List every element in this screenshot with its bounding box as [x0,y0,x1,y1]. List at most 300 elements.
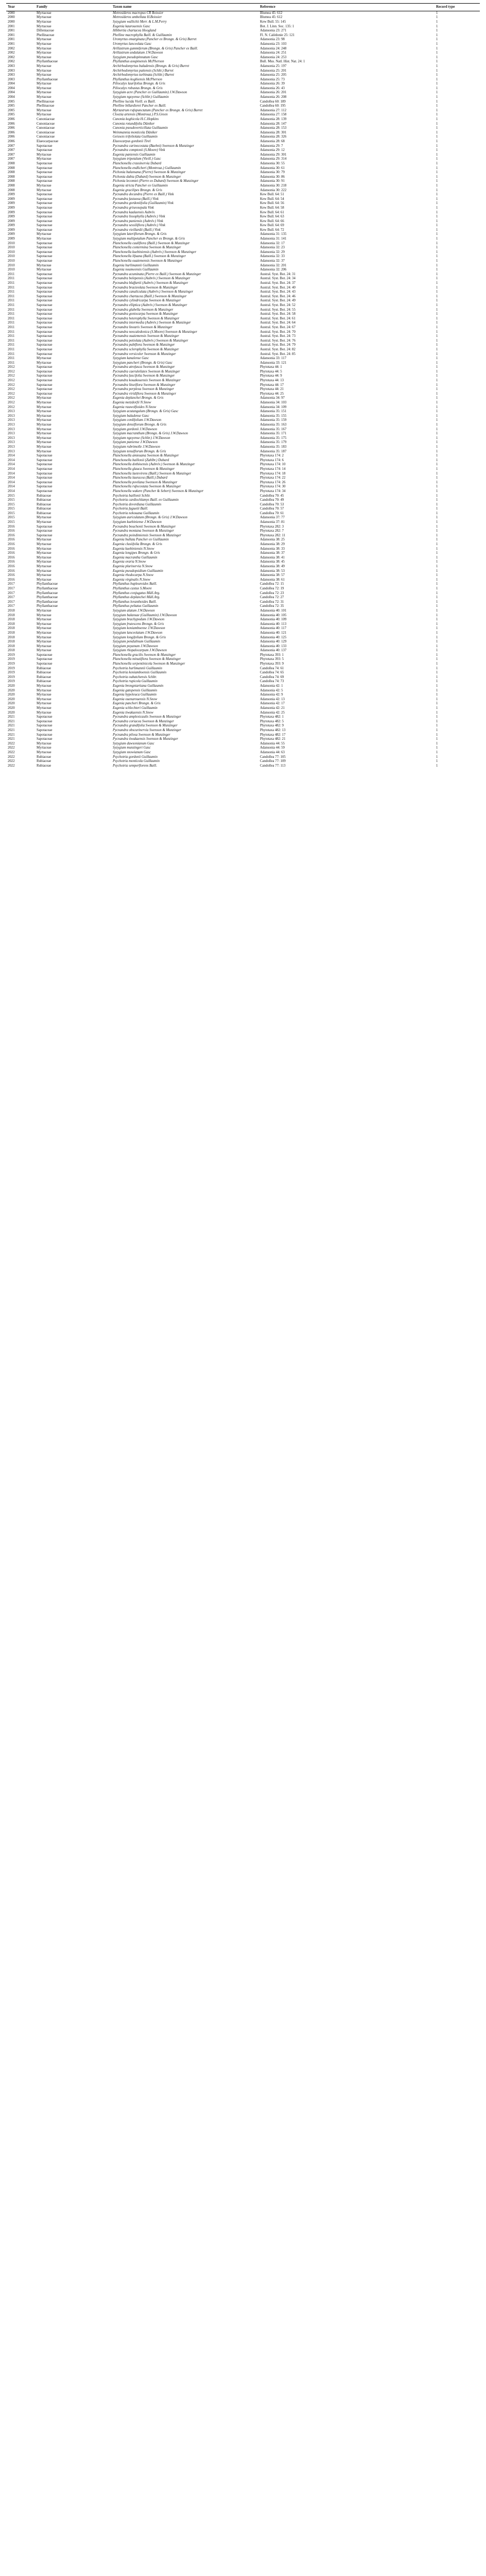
cell-family: Myrtaceae [37,547,51,551]
cell-taxon-name: Pycnandra heterophylla Swenson & Munzinger [113,316,180,320]
cell-family: Sapotaceae [37,343,53,347]
cell-family: Sapotaceae [37,316,53,320]
cell-record-type: 1 [436,728,438,732]
table-row [6,157,480,162]
cell-taxon-name: Arillastrum undulatum J.W.Dawson [113,51,163,55]
cell-family: Cunoniaceae [37,117,55,122]
table-row [6,534,480,538]
cell-taxon-name: Psychotria koniamboensis Guillaumin [113,671,167,675]
table-row [6,201,480,206]
cell-year: 2011 [8,316,15,320]
cell-record-type: 1 [436,511,438,515]
cell-taxon-name: Syzygium frutescens Brongn. & Gris [113,622,164,626]
cell-record-type: 1 [436,308,438,312]
cell-family: Rubiaceae [37,671,51,675]
cell-year: 2012 [8,374,15,378]
cell-year: 2018 [8,640,15,644]
cell-taxon-name: Phelline billardierei Pancher ex Baill. [113,104,166,108]
table-row [6,459,480,463]
cell-taxon-name: Pycnandra grandifolia Swenson & Munzinger [113,724,178,728]
cell-taxon-name: Eugenia rhodocarpa N.Snow [113,573,153,578]
cell-taxon-name: Eugenia brongniartiana Guillaumin [113,684,164,688]
cell-family: Myrtaceae [37,418,51,422]
table-row [6,206,480,211]
cell-family: Myrtaceae [37,42,51,46]
cell-reference: Adansonia 29: 314 [260,157,287,161]
cell-record-type: 1 [436,396,438,400]
table-row [6,529,480,534]
cell-family: Myrtaceae [37,108,51,112]
cell-taxon-name: Pycnandra decandra (Pierre ex Baill.) Vink [113,193,174,197]
cell-year: 2016 [8,538,15,542]
table-row [6,569,480,574]
cell-reference: Blumea 45: 612 [260,15,283,20]
cell-year: 2014 [8,467,15,471]
table-row [6,268,480,273]
cell-family: Sapotaceae [37,308,53,312]
cell-taxon-name: Planchonella gracilis Swenson & Munzinger [113,653,176,657]
cell-family: Myrtaceae [37,268,51,272]
cell-family: Myrtaceae [37,644,51,648]
cell-reference: Adansonia 40: 121 [260,631,287,635]
table-row [6,436,480,441]
cell-family: Myrtaceae [37,69,51,73]
table-row [6,25,480,29]
cell-year: 2021 [8,715,15,719]
table-row [6,578,480,583]
table-row [6,348,480,352]
cell-family: Phyllanthaceae [37,60,58,64]
cell-taxon-name: Syzygium rhopalocarpum J.W.Dawson [113,649,167,653]
cell-year: 2006 [8,140,15,144]
cell-taxon-name: Archirhodomyrtus turbinata (Schltr.) Burret [113,73,175,77]
cell-taxon-name: Psychotria deverdiana Guillaumin [113,502,162,506]
cell-record-type: 1 [436,578,438,582]
cell-year: 2007 [8,152,15,157]
table-row [6,543,480,547]
cell-reference: Austral. Syst. Bot. 24: 85 [260,352,296,356]
cell-reference: Austral. Syst. Bot. 24: 34 [260,277,296,281]
cell-family: Rubiaceae [37,764,51,768]
cell-year: 2014 [8,463,15,467]
cell-family: Sapotaceae [37,285,53,290]
cell-record-type: 1 [436,662,438,666]
cell-year: 2011 [8,312,15,316]
cell-taxon-name: Cunonia rotundifolia Däniker [113,122,155,126]
cell-family: Sapotaceae [37,480,53,484]
cell-taxon-name: Archirhodomyrtus paitensis (Schltr.) Burret [113,69,173,73]
cell-reference: Austral. Syst. Bot. 24: 43 [260,290,296,294]
cell-family: Myrtaceae [37,613,51,617]
cell-reference: Adansonia 42: 5 [260,688,283,692]
cell-reference: Adansonia 40: 113 [260,622,287,626]
cell-family: Myrtaceae [37,51,51,55]
cell-record-type: 1 [436,77,438,81]
cell-record-type: 1 [436,357,438,361]
cell-reference: Adansonia 23: 271 [260,29,287,33]
cell-record-type: 1 [436,759,438,764]
cell-taxon-name: Syzygium paniense J.W.Dawson [113,440,158,445]
cell-taxon-name: Pichonia balansana (Pierre) Swenson & Munzinger [113,171,186,175]
cell-taxon-name: Eugenia gatopensis Guillaumin [113,688,158,692]
cell-record-type: 1 [436,51,438,55]
cell-taxon-name: Syzygium pendulinum Guillaumin [113,640,161,644]
cell-record-type: 1 [436,680,438,684]
table-row [6,277,480,281]
cell-family: Sapotaceae [37,379,53,383]
cell-year: 2011 [8,325,15,329]
cell-record-type: 1 [436,626,438,631]
cell-record-type: 1 [436,144,438,148]
cell-record-type: 1 [436,374,438,378]
cell-family: Sapotaceae [37,175,53,179]
cell-year: 2015 [8,511,15,515]
cell-taxon-name: Eugenia virginalis N.Snow [113,578,150,582]
cell-taxon-name: Pycnandra bouchonii Swenson & Munzinger [113,524,176,529]
table-row [6,91,480,95]
cell-reference: Adansonia 23: 98 [260,38,285,42]
cell-taxon-name: Planchonella cauliflora (Baill.) Swenson & Munzinger [113,241,190,245]
cell-year: 2006 [8,126,15,130]
cell-record-type: 1 [436,33,438,37]
table-row [6,604,480,609]
cell-reference: Adansonia 27: 112 [260,108,287,112]
cell-year: 2009 [8,206,15,210]
cell-record-type: 1 [436,582,438,586]
cell-taxon-name: Pycnandra sclerophylla Swenson & Munzinger [113,347,179,351]
cell-taxon-name: Pycnandra bracteolata Swenson & Munzinger [113,285,178,290]
cell-year: 2005 [8,104,15,108]
cell-taxon-name: Pycnandra pubiflora Swenson & Munzinger [113,343,175,347]
cell-record-type: 1 [436,130,438,134]
cell-record-type: 1 [436,675,438,679]
cell-year: 2003 [8,73,15,77]
cell-family: Phyllanthaceae [37,77,58,81]
cell-family: Sapotaceae [37,454,53,458]
cell-taxon-name: Syzygium kuebiniense J.W.Dawson [113,520,162,524]
table-row [6,15,480,20]
cell-reference: Candollea 77: 109 [260,759,286,764]
cell-family: Sapotaceae [37,724,53,728]
table-row [6,645,480,649]
cell-taxon-name: Syzygium ngoyense (Schltr.) J.W.Dawson [113,436,170,440]
cell-record-type: 1 [436,423,438,427]
cell-record-type: 1 [436,241,438,245]
cell-record-type: 1 [436,529,438,533]
cell-record-type: 1 [436,69,438,73]
cell-family: Sapotaceae [37,719,53,723]
cell-record-type: 1 [436,294,438,298]
cell-reference: Adansonia 33: 117 [260,357,287,361]
cell-record-type: 1 [436,516,438,520]
cell-record-type: 1 [436,387,438,392]
cell-reference: Phytotaxa 482: 1 [260,715,284,719]
cell-reference: Adansonia 27: 158 [260,113,287,117]
cell-year: 2002 [8,55,15,59]
table-row [6,728,480,733]
cell-reference: Adansonia 40: 137 [260,649,287,653]
cell-taxon-name: Eugenia kaurouensis Gasc [113,24,150,28]
table-row [6,582,480,587]
table-row [6,440,480,445]
cell-taxon-name: Pycnandra carinocostata (Baehni) Swenson & Munzinger [113,144,195,148]
cell-record-type: 1 [436,657,438,662]
cell-taxon-name: Eugenia kuebiniensis N.Snow [113,547,154,551]
cell-record-type: 1 [436,467,438,471]
cell-taxon-name: Pycnandra kouakouensis Swenson & Munzinger [113,379,181,383]
cell-reference: Adansonia 42: 9 [260,693,283,697]
cell-taxon-name: Pycnandra kaalaensis Aubrév. [113,210,155,214]
cell-reference: Kew Bull. 64: 58 [260,206,284,210]
cell-taxon-name: Syzygium macranthum (Brongn. & Gris) J.W.Dawson [113,432,188,436]
cell-reference: Adansonia 25: 205 [260,73,287,77]
cell-record-type: 1 [436,224,438,228]
cell-family: Rubiaceae [37,759,51,764]
cell-year: 2012 [8,387,15,392]
table-row [6,175,480,180]
cell-year: 2013 [8,436,15,440]
cell-family: Myrtaceae [37,520,51,524]
cell-reference: Adansonia 35: 155 [260,414,287,418]
cell-year: 2012 [8,365,15,369]
cell-family: Sapotaceae [37,250,53,254]
cell-taxon-name: Planchonella baillonii (Zahlbr.) Dubard [113,458,169,462]
cell-year: 2011 [8,343,15,347]
cell-year: 2009 [8,232,15,236]
cell-reference: Adansonia 29: 301 [260,152,287,157]
cell-family: Cunoniaceae [37,130,55,134]
cell-year: 2015 [8,502,15,506]
cell-year: 2021 [8,728,15,732]
cell-record-type: 1 [436,255,438,259]
cell-year: 2009 [8,201,15,206]
cell-taxon-name: Psychotria faguetii Baill. [113,507,148,511]
cell-reference: Adansonia 24: 248 [260,46,287,50]
cell-year: 2017 [8,600,15,604]
cell-year: 2019 [8,653,15,657]
cell-family: Sapotaceae [37,303,53,307]
cell-taxon-name: Psychotria rupicola Guillaumin [113,680,158,684]
cell-year: 2010 [8,268,15,272]
cell-year: 2011 [8,330,15,334]
cell-family: Sapotaceae [37,347,53,351]
cell-reference: Adansonia 40: 117 [260,626,287,631]
cell-record-type: 1 [436,277,438,281]
cell-year: 2019 [8,666,15,670]
table-row [6,109,480,113]
cell-record-type: 1 [436,312,438,316]
cell-reference: Austral. Syst. Bot. 24: 76 [260,338,296,343]
table-row [6,667,480,671]
cell-family: Sapotaceae [37,387,53,392]
table-row [6,51,480,56]
cell-year: 2015 [8,494,15,498]
cell-taxon-name: Pycnandra atrofusca Swenson & Munzinger [113,365,175,369]
cell-year: 2016 [8,524,15,529]
cell-taxon-name: Phyllanthus bupleuroides Baill. [113,582,158,586]
cell-reference: Adansonia 34: 97 [260,396,285,400]
cell-taxon-name: Myrtastrum rufopunctatum (Pancher ex Brongn. & Gris) Burret [113,108,203,112]
cell-reference: Austral. Syst. Bot. 24: 82 [260,347,296,351]
cell-record-type: 1 [436,99,438,104]
cell-taxon-name: Piliocalyx robustus Brongn. & Gris [113,86,163,90]
table-row [6,653,480,658]
cell-record-type: 1 [436,485,438,489]
cell-year: 2016 [8,565,15,569]
cell-taxon-name: Syzygium cordifolium J.W.Dawson [113,418,162,422]
cell-taxon-name: Eugenia rauwolfioides N.Snow [113,405,157,409]
cell-taxon-name: Eugenia tiwakaensis N.Snow [113,710,153,715]
table-row [6,117,480,122]
cell-year: 2017 [8,586,15,590]
cell-family: Sapotaceae [37,294,53,298]
cell-family: Myrtaceae [37,15,51,20]
cell-family: Sapotaceae [37,228,53,232]
table-row [6,321,480,326]
cell-year: 2018 [8,608,15,613]
table-row [6,131,480,135]
cell-year: 2001 [8,33,15,37]
cell-year: 2020 [8,706,15,710]
cell-record-type: 1 [436,702,438,706]
cell-reference: Adansonia 32: 206 [260,268,287,272]
cell-record-type: 1 [436,82,438,86]
cell-taxon-name: Planchonella glauca Swenson & Munzinger [113,467,175,471]
cell-family: Myrtaceae [37,626,51,631]
cell-family: Sapotaceae [37,272,53,276]
cell-year: 2016 [8,533,15,537]
cell-taxon-name: Eugenia bullata Pancher ex Guillaumin [113,538,169,542]
cell-record-type: 1 [436,622,438,626]
table-row [6,489,480,494]
cell-family: Rubiaceae [37,507,51,511]
cell-record-type: 1 [436,86,438,90]
cell-reference: Adansonia 32: 33 [260,255,285,259]
column-header-record: Record type [435,4,480,11]
cell-year: 2015 [8,520,15,524]
cell-taxon-name: Psychotria gordonii Guillaumin [113,755,158,759]
cell-family: Sapotaceae [37,392,53,396]
cell-year: 2016 [8,569,15,573]
cell-record-type: 1 [436,215,438,219]
cell-family: Rubiaceae [37,494,51,498]
cell-year: 2000 [8,11,15,15]
cell-year: 2000 [8,20,15,24]
cell-year: 2010 [8,241,15,245]
cell-taxon-name: Elaeocarpus gordonii Tirel [113,140,151,144]
cell-family: Sapotaceae [37,533,53,537]
cell-record-type: 1 [436,259,438,263]
cell-reference: Adansonia 35: 151 [260,410,287,414]
cell-record-type: 1 [436,347,438,351]
cell-record-type: 1 [436,193,438,197]
cell-year: 2006 [8,117,15,122]
cell-year: 2013 [8,418,15,422]
cell-reference: Candollea 72: 27 [260,596,284,600]
cell-family: Myrtaceae [37,91,51,95]
cell-reference: Candollea 72: 31 [260,600,284,604]
cell-record-type: 1 [436,476,438,480]
table-row [6,414,480,419]
cell-year: 2013 [8,410,15,414]
cell-year: 2018 [8,626,15,631]
cell-year: 2017 [8,591,15,595]
cell-year: 2013 [8,445,15,449]
cell-taxon-name: Syzygium tenuiflorum Brongn. & Gris [113,449,166,453]
cell-year: 2019 [8,657,15,662]
cell-year: 2007 [8,148,15,152]
cell-record-type: 1 [436,666,438,670]
cell-reference: Adansonia 32: 201 [260,263,287,267]
cell-reference: Kew Bull. 64: 63 [260,215,284,219]
cell-taxon-name: Phyllanthus conjugatus Müll.Arg. [113,591,160,595]
table-row [6,450,480,454]
table-row [6,463,480,467]
cell-taxon-name: Syzygium munzingeri Gasc [113,746,151,750]
table-row [6,374,480,379]
table-row [6,512,480,516]
cell-taxon-name: Eugenia oraria N.Snow [113,560,146,564]
cell-record-type: 1 [436,197,438,201]
cell-taxon-name: Pichonia dubia (Dubard) Swenson & Munzinger [113,175,181,179]
table-row [6,715,480,720]
cell-reference: Phytotaxa 174: 22 [260,476,286,480]
cell-reference: Phytotaxa 393: 9 [260,662,284,666]
cell-family: Sapotaceae [37,334,53,338]
table-row [6,286,480,291]
table-row [6,140,480,144]
cell-reference: Adansonia 40: 109 [260,618,287,622]
table-row [6,547,480,552]
cell-taxon-name: Syzygium acre (Pancher ex Guillaumin) J.W.Dawson [113,91,187,95]
cell-reference: Adansonia 35: 187 [260,449,287,453]
cell-reference: Adansonia 32: 37 [260,259,285,263]
cell-reference: Adansonia 30: 61 [260,166,285,170]
cell-year: 2005 [8,108,15,112]
cell-family: Sapotaceae [37,662,53,666]
cell-year: 2020 [8,684,15,688]
table-row [6,609,480,614]
cell-taxon-name: Psychotria cardiochlamys Baill. ex Guillaumin [113,498,179,502]
table-row [6,73,480,78]
cell-taxon-name: Psychotria monticola Guillaumin [113,759,160,764]
cell-family: Myrtaceae [37,188,51,192]
cell-taxon-name: Syzygium pseudopinnatum Gasc [113,55,158,59]
cell-record-type: 1 [436,334,438,338]
cell-reference: Adansonia 26: 39 [260,82,285,86]
cell-year: 2013 [8,432,15,436]
table-row [6,573,480,578]
table-row [6,87,480,91]
cell-record-type: 1 [436,330,438,334]
cell-record-type: 1 [436,733,438,737]
cell-taxon-name: Pycnandra pilosa Swenson & Munzinger [113,733,170,737]
cell-reference: Adansonia 40: 101 [260,608,287,613]
table-row [6,295,480,299]
cell-reference: Austral. Syst. Bot. 24: 46 [260,294,296,298]
cell-reference: Adansonia 25: 201 [260,69,287,73]
cell-record-type: 1 [436,290,438,294]
cell-record-type: 1 [436,507,438,511]
cell-reference: Adansonia 38: 25 [260,538,285,542]
cell-record-type: 1 [436,543,438,547]
cell-taxon-name: Phelline lucida Vieill. ex Baill. [113,99,156,104]
cell-record-type: 1 [436,29,438,33]
table-row [6,250,480,255]
cell-year: 2009 [8,219,15,223]
cell-family: Sapotaceae [37,161,53,165]
cell-family: Rubiaceae [37,511,51,515]
